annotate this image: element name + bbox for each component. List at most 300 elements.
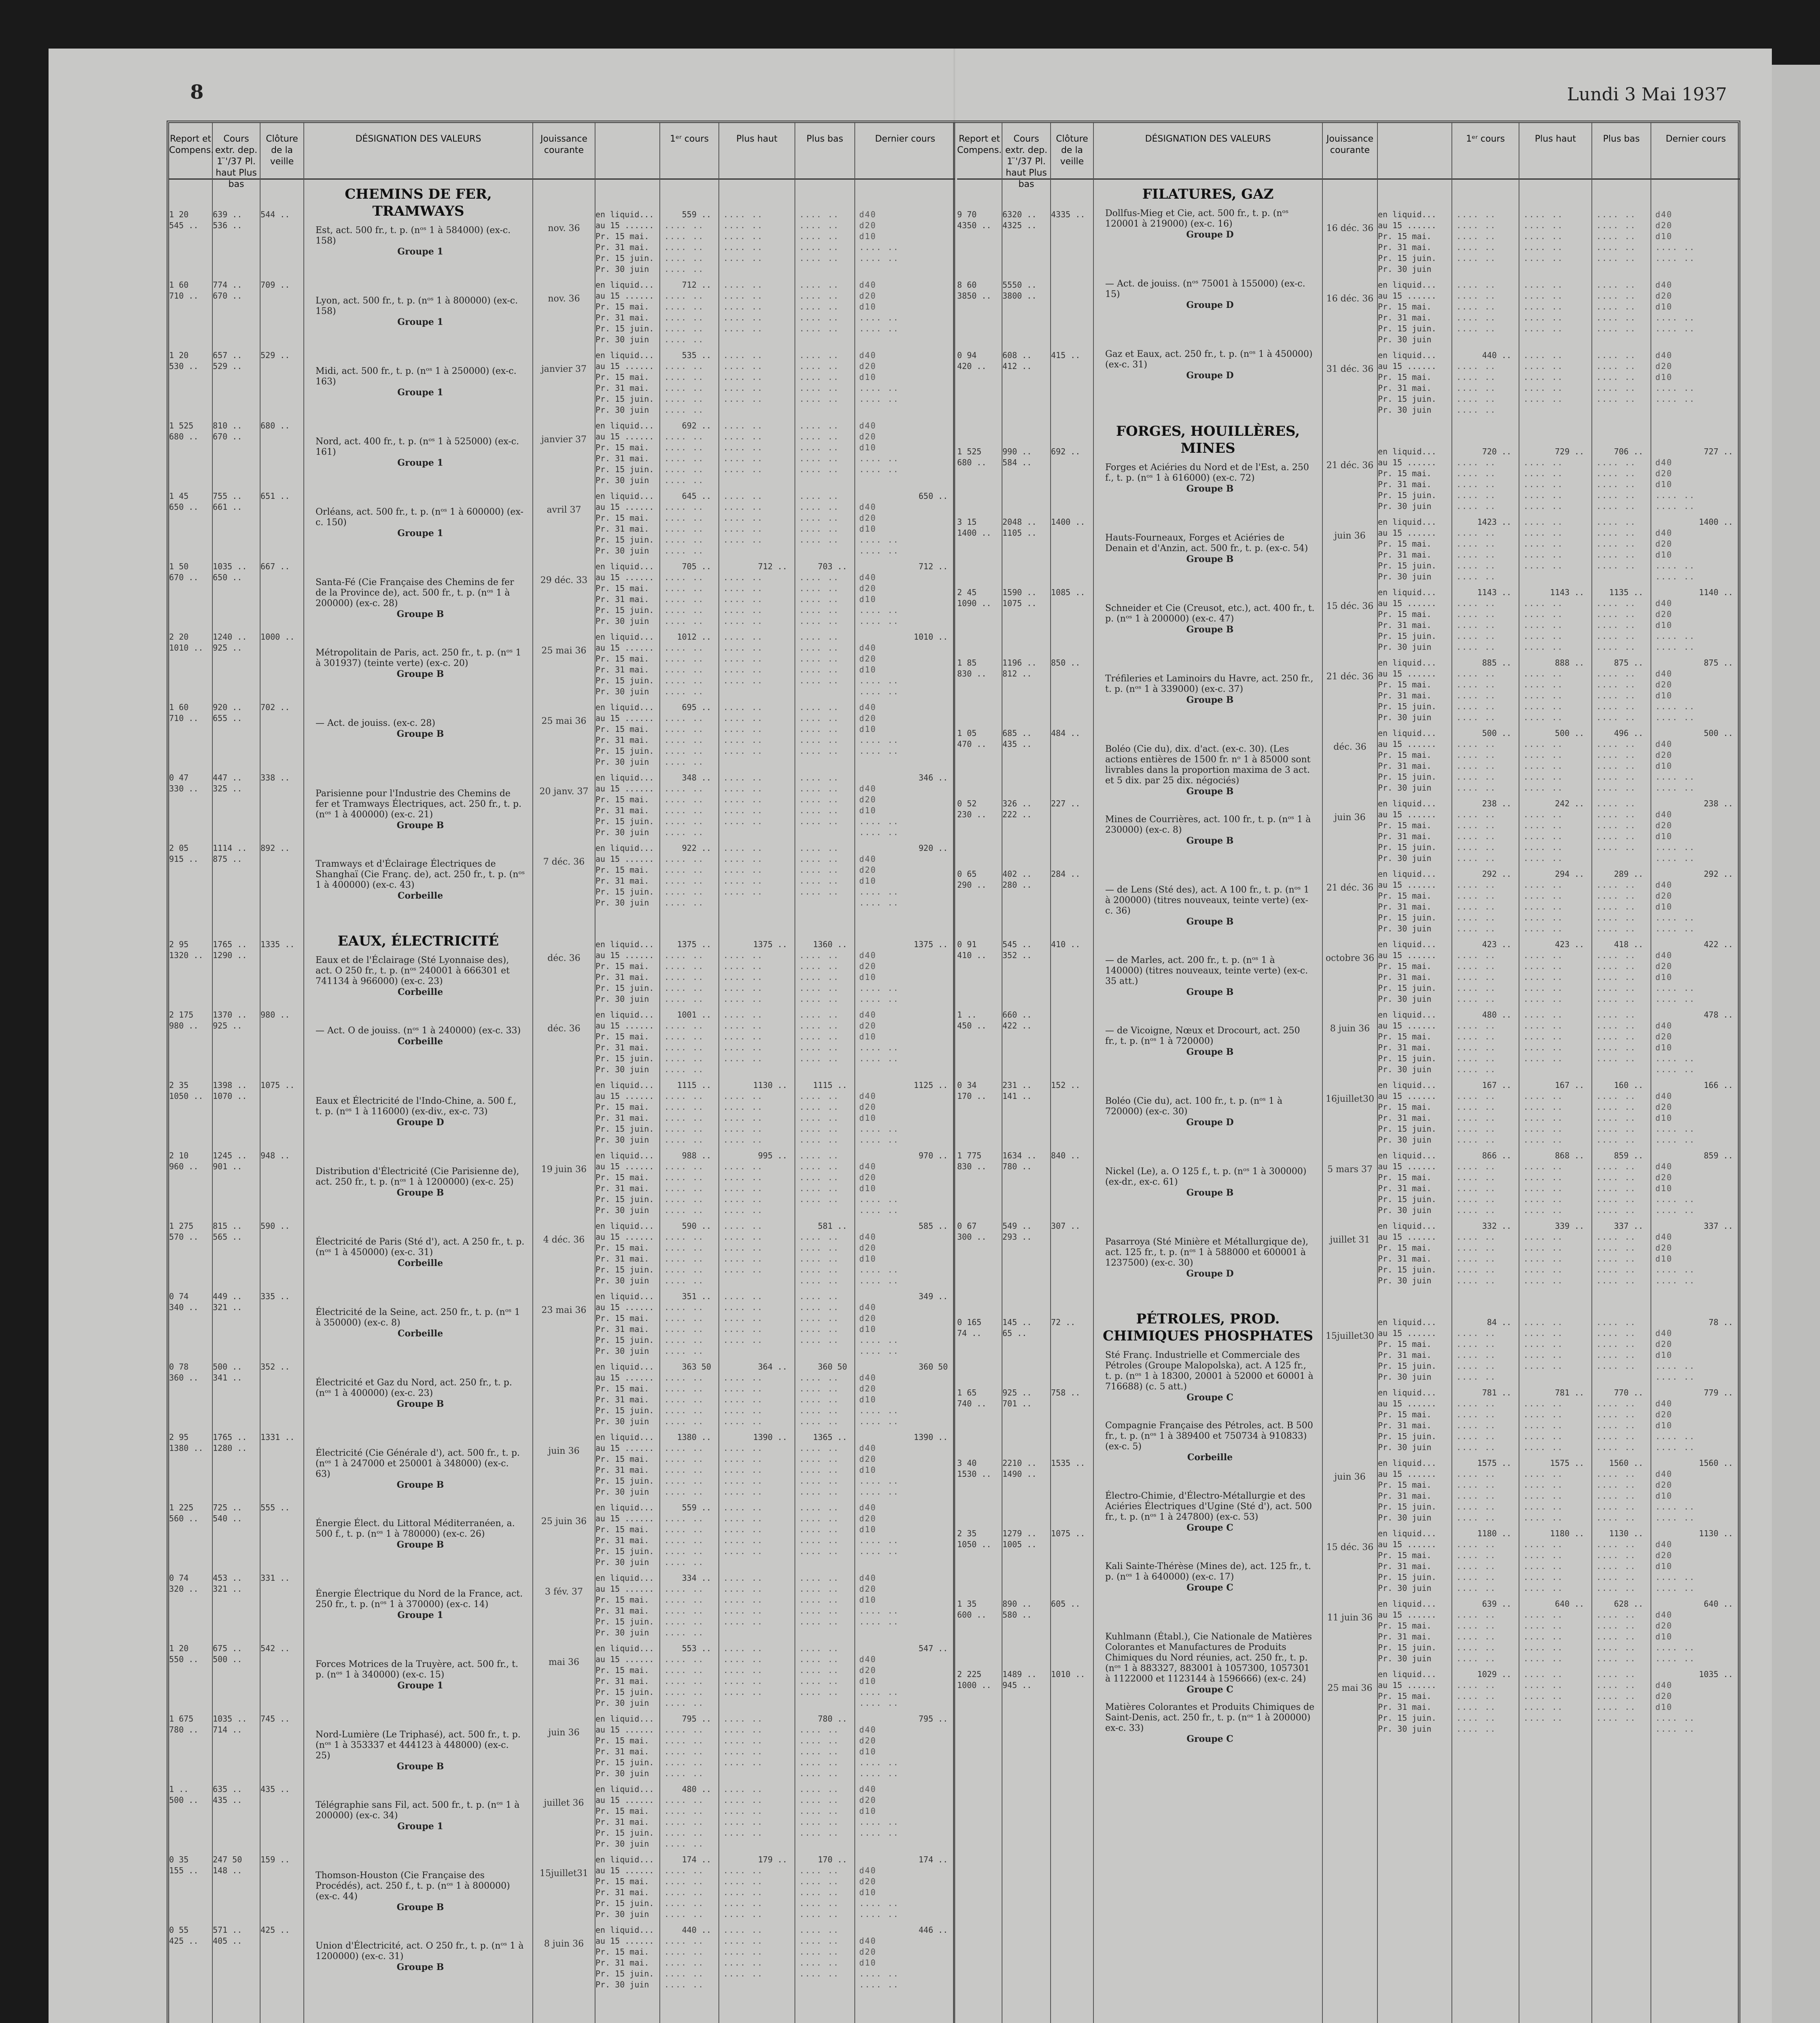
terme-cell	[1378, 725, 1451, 796]
terme-cell	[595, 1711, 659, 1781]
price-dots: .... ..	[723, 816, 763, 826]
col-premier-cours	[1452, 123, 1519, 2023]
cloture-cell: 435 ..	[261, 1784, 290, 1794]
terme-cell	[595, 1007, 659, 1077]
price-dots	[855, 805, 955, 816]
price-dots: .... ..	[664, 1021, 704, 1031]
price-cell	[795, 1852, 854, 1922]
premium-label: d20	[859, 1584, 877, 1594]
price-dots: .... ..	[1655, 1431, 1695, 1441]
price-dots: .... ..	[723, 865, 763, 875]
price-dots	[855, 876, 955, 886]
price-cell	[1452, 1455, 1519, 1526]
price-dots: .... ..	[664, 464, 704, 474]
terme-label: au 15 ......	[595, 573, 654, 582]
terme-label: au 15 ......	[1378, 810, 1437, 819]
price-dots: .... ..	[1456, 739, 1496, 749]
price-dots: .... ..	[1655, 1135, 1695, 1145]
price-cell	[1651, 866, 1740, 937]
price-dots: .... ..	[664, 1091, 704, 1101]
price-dots: .... ..	[1596, 1054, 1636, 1063]
terme-label: Pr. 15 juin.	[1378, 490, 1437, 500]
terme-label: Pr. 31 mai.	[595, 1817, 649, 1827]
premium-label: d40	[859, 1010, 877, 1020]
security-entry	[1094, 672, 1322, 742]
terme-cell	[1378, 1526, 1451, 1596]
price-dots: .... ..	[664, 302, 704, 312]
price-value: 1130 ..	[1699, 1529, 1733, 1538]
security-entry	[1094, 1235, 1322, 1306]
jouis-cell: 16 déc. 36	[1326, 294, 1374, 304]
price-dots: .... ..	[723, 1784, 763, 1794]
terme-label: Pr. 15 juin.	[595, 1687, 654, 1697]
price-dots: .... ..	[799, 1676, 839, 1686]
terme-label: Pr. 15 mai.	[595, 1665, 649, 1675]
jouis-cell: avril 37	[547, 505, 581, 515]
price-cell	[1452, 937, 1519, 1007]
terme-label: Pr. 15 mai.	[1378, 961, 1432, 971]
price-dots	[855, 1936, 955, 1947]
price-dots: .... ..	[859, 983, 899, 993]
jouissance-values	[533, 181, 595, 2023]
col-plus-bas	[795, 123, 855, 2023]
price-dots: .... ..	[1596, 550, 1636, 560]
cloture-cell: 1075 ..	[1051, 1529, 1085, 1538]
header-cours-ext: Cours extr. dep. 1 ̈'/37 Pl. haut Plus bas	[1002, 123, 1050, 180]
premium-label: d20	[859, 361, 877, 371]
price-dots: .... ..	[1456, 253, 1496, 263]
price-value: 695 ..	[682, 702, 711, 712]
price-dots: .... ..	[1596, 1205, 1636, 1215]
premium-label: d20	[1655, 469, 1673, 478]
terme-label: au 15 ......	[1378, 880, 1437, 890]
terme-label: au 15 ......	[1378, 528, 1437, 538]
premium-label: d40	[859, 502, 877, 512]
price-value: 1135 ..	[1609, 587, 1643, 597]
price-dots: .... ..	[664, 1065, 704, 1074]
terme-label: Pr. 15 mai.	[1378, 469, 1432, 478]
price-dots: .... ..	[1596, 739, 1636, 749]
terme-label: Pr. 31 mai.	[1378, 313, 1432, 322]
price-dots: .... ..	[664, 1969, 704, 1978]
price-dots: .... ..	[799, 702, 839, 712]
price-dots: .... ..	[664, 1866, 704, 1875]
price-dots: .... ..	[723, 1265, 763, 1274]
ext-cell: 500 .. 341 ..	[213, 1362, 242, 1383]
price-dots: .... ..	[1596, 950, 1636, 960]
price-dots	[855, 594, 955, 605]
security-group: Groupe B	[396, 609, 444, 619]
premier-cours-values	[660, 181, 718, 2023]
price-dots	[855, 1465, 955, 1476]
price-dots	[1651, 891, 1740, 901]
price-dots: .... ..	[1523, 1491, 1564, 1501]
price-dots: .... ..	[723, 1654, 763, 1664]
price-cell	[795, 488, 854, 559]
terme-label: Pr. 15 mai.	[595, 583, 649, 593]
price-dots: .... ..	[664, 1043, 704, 1052]
security-entry	[304, 1587, 532, 1658]
price-cell	[1519, 796, 1591, 866]
premium-label: d10	[859, 594, 877, 604]
price-dots	[855, 1513, 955, 1524]
price-value: 363 50	[682, 1362, 711, 1372]
price-dots	[855, 1302, 955, 1313]
price-dots: .... ..	[1456, 1632, 1496, 1641]
price-dots: .... ..	[799, 887, 839, 897]
price-dots: .... ..	[799, 302, 839, 312]
price-value: 337 ..	[1703, 1221, 1733, 1231]
price-cell	[660, 1077, 718, 1148]
price-cell	[855, 1007, 955, 1077]
cloture-cell	[1051, 1007, 1093, 1077]
price-dots	[855, 231, 955, 242]
premium-label: d40	[1655, 528, 1673, 538]
price-dots: .... ..	[1596, 1135, 1636, 1145]
terme-cell	[595, 488, 659, 559]
price-dots: .... ..	[1523, 1232, 1564, 1242]
premium-label: d10	[859, 1525, 877, 1534]
price-dots: .... ..	[664, 887, 704, 897]
price-dots: .... ..	[664, 535, 704, 545]
premium-label: d40	[1655, 1540, 1673, 1549]
price-dots: .... ..	[723, 1925, 763, 1935]
price-dots: .... ..	[799, 1124, 839, 1134]
premier-cours-values	[1452, 181, 1519, 2023]
terme-label: Pr. 15 mai.	[595, 302, 649, 312]
price-dots: .... ..	[859, 324, 899, 333]
price-cell	[660, 418, 718, 488]
security-group: Groupe B	[396, 1399, 444, 1409]
security-group: Groupe B	[396, 1188, 444, 1198]
price-dots: .... ..	[723, 1162, 763, 1171]
security-group: Groupe D	[1186, 229, 1234, 240]
report-cell: 0 78 360 ..	[169, 1362, 199, 1383]
price-dots: .... ..	[664, 502, 704, 512]
premium-label: d20	[859, 961, 877, 971]
price-dots: .... ..	[664, 546, 704, 556]
premium-label: d10	[1655, 972, 1673, 982]
terme-label: Pr. 15 juin.	[595, 1969, 654, 1978]
price-dots	[855, 854, 955, 865]
security-group: Corbeille	[397, 987, 443, 997]
security-entry	[304, 1376, 532, 1446]
report-cell: 2 45 1090 ..	[957, 587, 992, 608]
terme-label: Pr. 30 juin	[595, 1628, 649, 1637]
price-cell	[1452, 796, 1519, 866]
price-value: 349 ..	[918, 1291, 948, 1301]
premium-label: d10	[1655, 1421, 1673, 1430]
price-cell	[1651, 348, 1740, 418]
header-dernier-cours: Dernier cours	[1651, 123, 1740, 180]
price-dots: .... ..	[1655, 1372, 1695, 1382]
jouis-cell: 25 mai 36	[1327, 1683, 1373, 1693]
price-cell	[719, 1077, 795, 1148]
price-dots: .... ..	[1523, 1610, 1564, 1620]
price-value: 1140 ..	[1699, 587, 1733, 597]
price-dots: .... ..	[723, 502, 763, 512]
price-cell	[660, 1500, 718, 1570]
terme-label: au 15 ......	[595, 361, 654, 371]
price-dots	[855, 1009, 955, 1020]
price-dots: .... ..	[799, 616, 839, 626]
terme-cell	[595, 207, 659, 277]
security-entry	[304, 1446, 532, 1517]
terme-label: au 15 ......	[1378, 361, 1437, 371]
security-group: Groupe B	[1186, 554, 1234, 564]
ext-cell: 571 .. 405 ..	[213, 1925, 242, 1946]
price-cell	[719, 418, 795, 488]
terme-label: au 15 ......	[595, 432, 654, 441]
price-dots: .... ..	[723, 594, 763, 604]
security-group: Groupe B	[1186, 1047, 1234, 1057]
price-dots: .... ..	[859, 535, 899, 545]
price-dots: .... ..	[1523, 490, 1564, 500]
price-dots: .... ..	[799, 713, 839, 723]
security-name: Boléo (Cie du), dix. d'act. (ex-c. 30). (Les actions entières de 1500 fr. nᵒ 1 à 85000 sont livrables dans la proportion maxima de 3 act. et 5 dix. par 25 dix. négociés)	[1105, 744, 1311, 786]
price-dots	[1651, 1020, 1740, 1031]
ext-cell: 657 .. 529 ..	[213, 350, 242, 371]
price-dots: .... ..	[859, 1606, 899, 1616]
terme-label: Pr. 30 juin	[595, 898, 649, 908]
ext-cell: 1114 .. 875 ..	[213, 843, 247, 864]
price-dots	[855, 350, 955, 361]
price-value: 440 ..	[682, 1925, 711, 1935]
price-dots: .... ..	[1596, 1550, 1636, 1560]
price-dots: .... ..	[664, 242, 704, 252]
price-dots: .... ..	[723, 1525, 763, 1534]
terme-label: Pr. 31 mai.	[595, 1606, 649, 1616]
ext-cell: 925 .. 701 ..	[1002, 1388, 1032, 1408]
price-dots	[855, 209, 955, 220]
terme-label: en liquid...	[595, 939, 654, 949]
price-dots: .... ..	[723, 1465, 763, 1475]
price-value: 346 ..	[918, 773, 948, 782]
price-dots: .... ..	[1596, 631, 1636, 641]
terme-label: au 15 ......	[595, 1162, 654, 1171]
price-dots: .... ..	[723, 1687, 763, 1697]
price-dots: .... ..	[1596, 783, 1636, 793]
premium-label: d10	[859, 1183, 877, 1193]
price-dots: .... ..	[799, 724, 839, 734]
price-dots: .... ..	[1655, 572, 1695, 581]
security-group: Groupe B	[396, 1540, 444, 1550]
security-group: Groupe B	[1186, 624, 1234, 635]
price-dots: .... ..	[1523, 1276, 1564, 1285]
premium-label: d10	[1655, 1043, 1673, 1052]
quotation-table	[167, 121, 1740, 2023]
price-dots: .... ..	[1655, 324, 1695, 333]
price-cell	[1452, 1077, 1519, 1148]
terme-label: au 15 ......	[1378, 739, 1437, 749]
terme-cell	[595, 1852, 659, 1922]
premium-label: d10	[1655, 372, 1673, 382]
security-name: Gaz et Eaux, act. 250 fr., t. p. (nᵒˢ 1 à 450000) (ex-c. 31)	[1105, 349, 1313, 370]
price-value: 859 ..	[1614, 1151, 1643, 1160]
plus-haut-values	[1519, 181, 1591, 2023]
price-dots: .... ..	[1523, 1350, 1564, 1360]
terme-label: Pr. 15 mai.	[1378, 539, 1432, 549]
price-dots	[1651, 1161, 1740, 1172]
price-dots: .... ..	[664, 724, 704, 734]
price-value: 1180 ..	[1550, 1529, 1584, 1538]
price-dots: .... ..	[799, 665, 839, 674]
price-dots: .... ..	[1456, 302, 1496, 312]
price-dots: .... ..	[664, 1476, 704, 1486]
cloture-cell: 590 ..	[261, 1221, 290, 1231]
price-dots	[855, 1676, 955, 1687]
report-values	[957, 181, 1002, 2023]
price-dots: .... ..	[1523, 1502, 1564, 1512]
terme-label: en liquid...	[595, 773, 654, 782]
ext-cell: 549 .. 293 ..	[1002, 1221, 1032, 1242]
terme-label: Pr. 15 juin.	[1378, 1431, 1437, 1441]
terme-label: en liquid...	[595, 1573, 654, 1583]
terme-label: Pr. 31 mai.	[1378, 1491, 1432, 1501]
price-dots: .... ..	[1655, 501, 1695, 511]
price-value: 167 ..	[1555, 1080, 1584, 1090]
price-dots: .... ..	[799, 313, 839, 322]
price-cell	[795, 1077, 854, 1148]
price-dots	[1651, 1469, 1740, 1480]
terme-cell	[1378, 444, 1451, 514]
price-dots: .... ..	[1456, 1610, 1496, 1620]
price-dots	[855, 865, 955, 876]
price-dots	[1651, 209, 1740, 220]
price-dots	[855, 1313, 955, 1324]
price-dots: .... ..	[799, 1395, 839, 1404]
price-dots: .... ..	[723, 1758, 763, 1767]
price-dots: .... ..	[723, 1898, 763, 1908]
premium-label: d10	[859, 1747, 877, 1756]
price-dots: .... ..	[1596, 324, 1636, 333]
price-dots: .... ..	[1655, 1065, 1695, 1074]
premium-label: d20	[1655, 1339, 1673, 1349]
price-cell	[1452, 1315, 1519, 1385]
price-dots: .... ..	[1456, 1135, 1496, 1145]
price-dots: .... ..	[1596, 490, 1636, 500]
price-dots: .... ..	[1655, 1124, 1695, 1134]
terme-label: Pr. 15 juin.	[595, 1406, 654, 1415]
price-dots: .... ..	[1596, 1328, 1636, 1338]
price-dots: .... ..	[859, 1265, 899, 1274]
cloture-cell: 692 ..	[1051, 447, 1081, 456]
price-dots: .... ..	[799, 632, 839, 642]
terme-label: Pr. 30 juin	[595, 335, 649, 344]
price-dots: .... ..	[1456, 550, 1496, 560]
price-dots: .... ..	[859, 1546, 899, 1556]
price-dots: .... ..	[723, 1124, 763, 1134]
terme-label: Pr. 31 mai.	[1378, 1254, 1432, 1264]
price-dots: .... ..	[723, 1395, 763, 1404]
security-entry	[1094, 1419, 1322, 1489]
price-dots	[855, 1232, 955, 1243]
ext-cell: 453 .. 321 ..	[213, 1573, 242, 1594]
price-dots: .... ..	[664, 605, 704, 615]
price-dots: .... ..	[664, 1417, 704, 1426]
price-cell	[1519, 1218, 1591, 1289]
jouis-cell: 5 mars 37	[1327, 1164, 1373, 1175]
premium-label: d40	[859, 1302, 877, 1312]
header-premier-cours: 1ᵉʳ cours	[660, 123, 718, 180]
price-dots: .... ..	[859, 1335, 899, 1345]
price-value: 238 ..	[1482, 799, 1511, 808]
terme-label: Pr. 30 juin	[1378, 572, 1432, 581]
price-value: 1575 ..	[1550, 1458, 1584, 1468]
price-dots: .... ..	[664, 383, 704, 393]
price-cell	[795, 1570, 854, 1641]
price-dots: .... ..	[664, 1747, 704, 1756]
price-dots: .... ..	[1456, 831, 1496, 841]
price-dots: .... ..	[859, 1205, 899, 1215]
price-cell	[1651, 655, 1740, 725]
price-dots: .... ..	[664, 221, 704, 230]
price-dots: .... ..	[1596, 821, 1636, 830]
premium-label: d40	[1655, 350, 1673, 360]
price-dots	[1651, 372, 1740, 383]
terme-label: Pr. 30 juin	[595, 264, 649, 274]
price-dots	[855, 420, 955, 431]
price-dots: .... ..	[1596, 1339, 1636, 1349]
price-dots: .... ..	[1523, 1550, 1564, 1560]
terme-label: Pr. 15 juin.	[1378, 1502, 1437, 1512]
price-dots: .... ..	[664, 1514, 704, 1523]
price-dots: .... ..	[1596, 1243, 1636, 1253]
price-dots: .... ..	[799, 1454, 839, 1464]
terme-cell	[595, 1429, 659, 1500]
col-terme	[595, 123, 660, 2023]
ext-cell: 1590 .. 1075 ..	[1002, 587, 1037, 608]
price-dots	[1651, 831, 1740, 842]
price-dots	[1651, 1631, 1740, 1642]
price-dots: .... ..	[799, 350, 839, 360]
price-dots: .... ..	[664, 735, 704, 745]
price-dots: .... ..	[664, 665, 704, 674]
premium-label: d40	[1655, 1399, 1673, 1408]
price-value: 84 ..	[1487, 1317, 1511, 1327]
price-dots: .... ..	[723, 1736, 763, 1745]
price-value: 795 ..	[918, 1714, 948, 1724]
price-dots: .... ..	[1456, 783, 1496, 793]
price-dots: .... ..	[664, 687, 704, 696]
security-name: — Act. de jouiss. (nᵒˢ 75001 à 155000) (ex-c. 15)	[1105, 279, 1305, 299]
price-dots: .... ..	[859, 313, 899, 322]
price-dots: .... ..	[1596, 1399, 1636, 1408]
price-cell	[1592, 725, 1651, 796]
security-entry	[304, 224, 532, 294]
price-value: 1380 ..	[677, 1432, 711, 1442]
price-dots: .... ..	[1596, 394, 1636, 404]
security-name: Électricité (Cie Générale d'), act. 500 fr., t. p. (nᵒˢ 1 à 247000 et 250001 à 348000) (ex-c. 63)	[316, 1448, 520, 1479]
terme-cell	[595, 1500, 659, 1570]
price-dots	[1651, 1420, 1740, 1431]
price-dots: .... ..	[1456, 1643, 1496, 1652]
price-value: 779 ..	[1703, 1388, 1733, 1397]
price-dots: .... ..	[723, 1795, 763, 1805]
price-dots: .... ..	[799, 383, 839, 393]
premium-label: d20	[859, 1021, 877, 1031]
price-cell	[1592, 1455, 1651, 1526]
security-name: Télégraphie sans Fil, act. 500 fr., t. p. (nᵒˢ 1 à 200000) (ex-c. 34)	[316, 1800, 520, 1821]
price-dots: .... ..	[664, 876, 704, 886]
security-entry	[1094, 1024, 1322, 1094]
terme-cell	[595, 1218, 659, 1289]
price-dots: .... ..	[723, 1714, 763, 1724]
price-dots: .... ..	[723, 313, 763, 322]
price-dots: .... ..	[1523, 1632, 1564, 1641]
price-dots: .... ..	[1523, 831, 1564, 841]
price-dots: .... ..	[1655, 1442, 1695, 1452]
